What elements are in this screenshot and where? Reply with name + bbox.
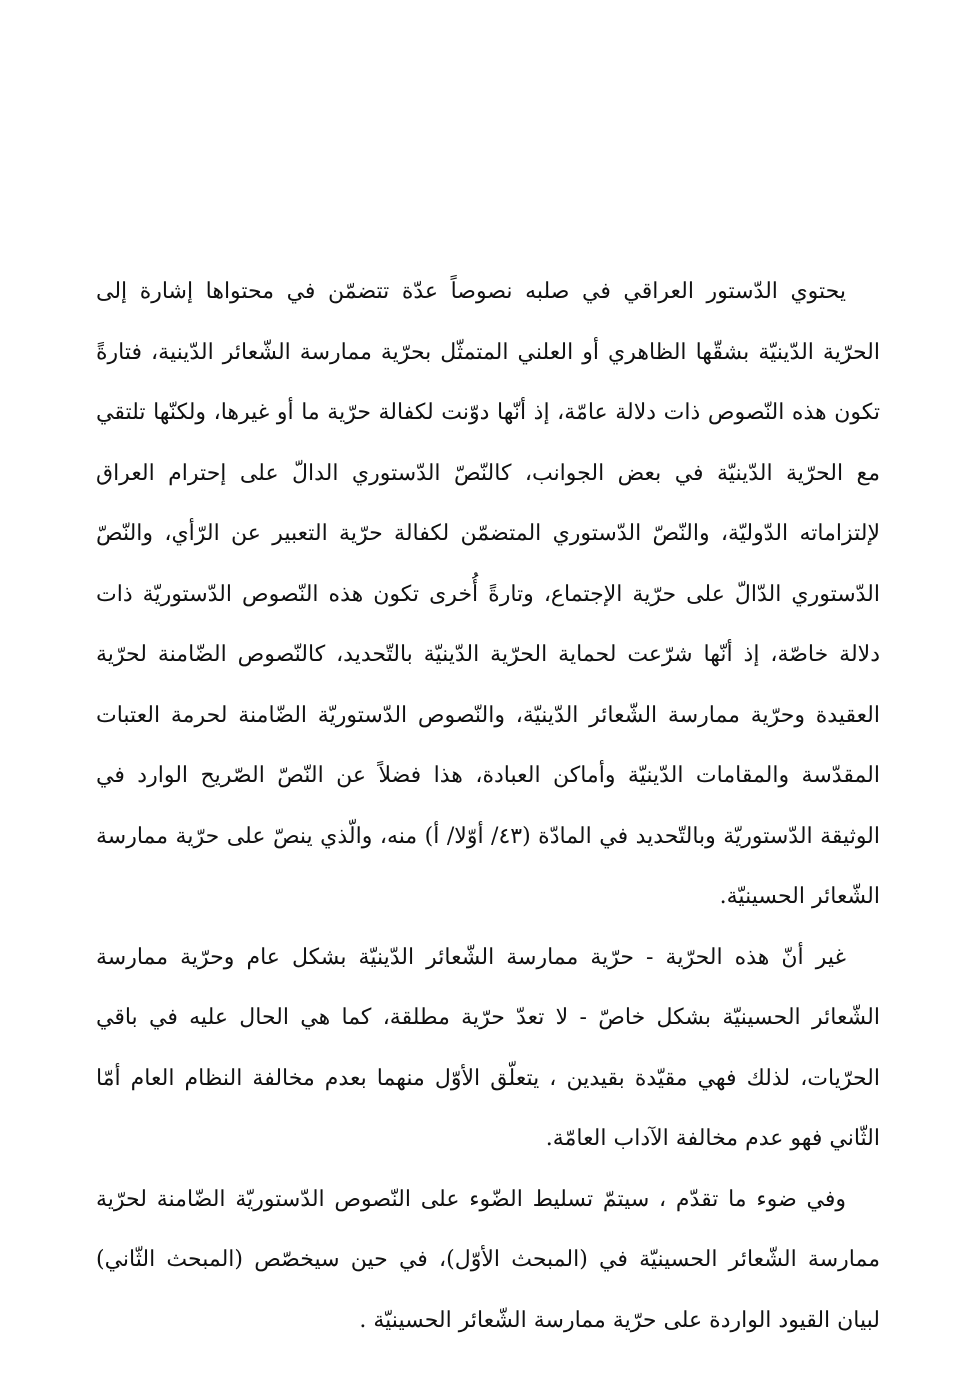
paragraph-2: غير أنّ هذه الحرّية - حرّية ممارسة الشّعائر الدّينيّة بشكل عام وحرّية ممارسة الشّعائر الحسينيّة بشكل خاصّ - لا تعدّ حرّية مطلقة، كما هي الحال عليه في باقي الحرّيات، لذلك فهي مقيّدة بقيدين ، يتعلّق الأوّل منهما بعدم مخالفة النظام العام أمّا الثّاني فهو عدم مخالفة الآداب العامّة. xyxy=(96,944,880,1151)
paragraph-3: وفي ضوء ما تقدّم ، سيتمّ تسليط الضّوء على النّصوص الدّستوريّة الضّامنة لحرّية ممارسة الشّعائر الحسينيّة في (المبحث الأوّل)، في حين سيخصّص (المبحث الثّاني) لبيان القيود الواردة على حرّية ممارسة الشّعائر الحسينيّة . xyxy=(96,1186,880,1333)
paragraph-1: يحتوي الدّستور العراقي في صلبه نصوصاً عدّة تتضمّن في محتواها إشارة إلى الحرّية الدّينيّة بشقّها الظاهري أو العلني المتمثّل بحرّية ممارسة الشّعائر الدّينية، فتارةً تكون هذه النّصوص ذات دلالة عامّة، إذ أنّها دوّنت لكفالة حرّية ما أو غيرها، ولكنّها تلتقي مع الحرّية الدّينيّة في بعض الجوانب، كالنّصّ الدّستوري الدالّ على إحترام العراق لإلتزاماته الدّوليّة، والنّصّ الدّستوري المتضمّن لكفالة حرّية التعبير عن الرّأي، والنّصّ الدّستوري الدّالّ على حرّية الإجتماع، وتارةً أُخرى تكون هذه النّصوص الدّستوريّة ذات دلالة خاصّة، إذ أنّها شرّعت لحماية الحرّية الدّينيّة بالتّحديد، كالنّصوص الضّامنة لحرّية العقيدة وحرّية ممارسة الشّعائر الدّينيّة، والنّصوص الدّستوريّة الضّامنة لحرمة العتبات المقدّسة والمقامات الدّينيّة وأماكن العبادة، هذا فضلاً عن النّصّ الصّريح الوارد في الوثيقة الدّستوريّة وبالتّحديد في المادّة (٤٣/ أوّلا/ أ) منه، والّذي ينصّ على حرّية ممارسة الشّعائر الحسينيّة. xyxy=(96,279,880,909)
body-text xyxy=(96,262,880,1351)
